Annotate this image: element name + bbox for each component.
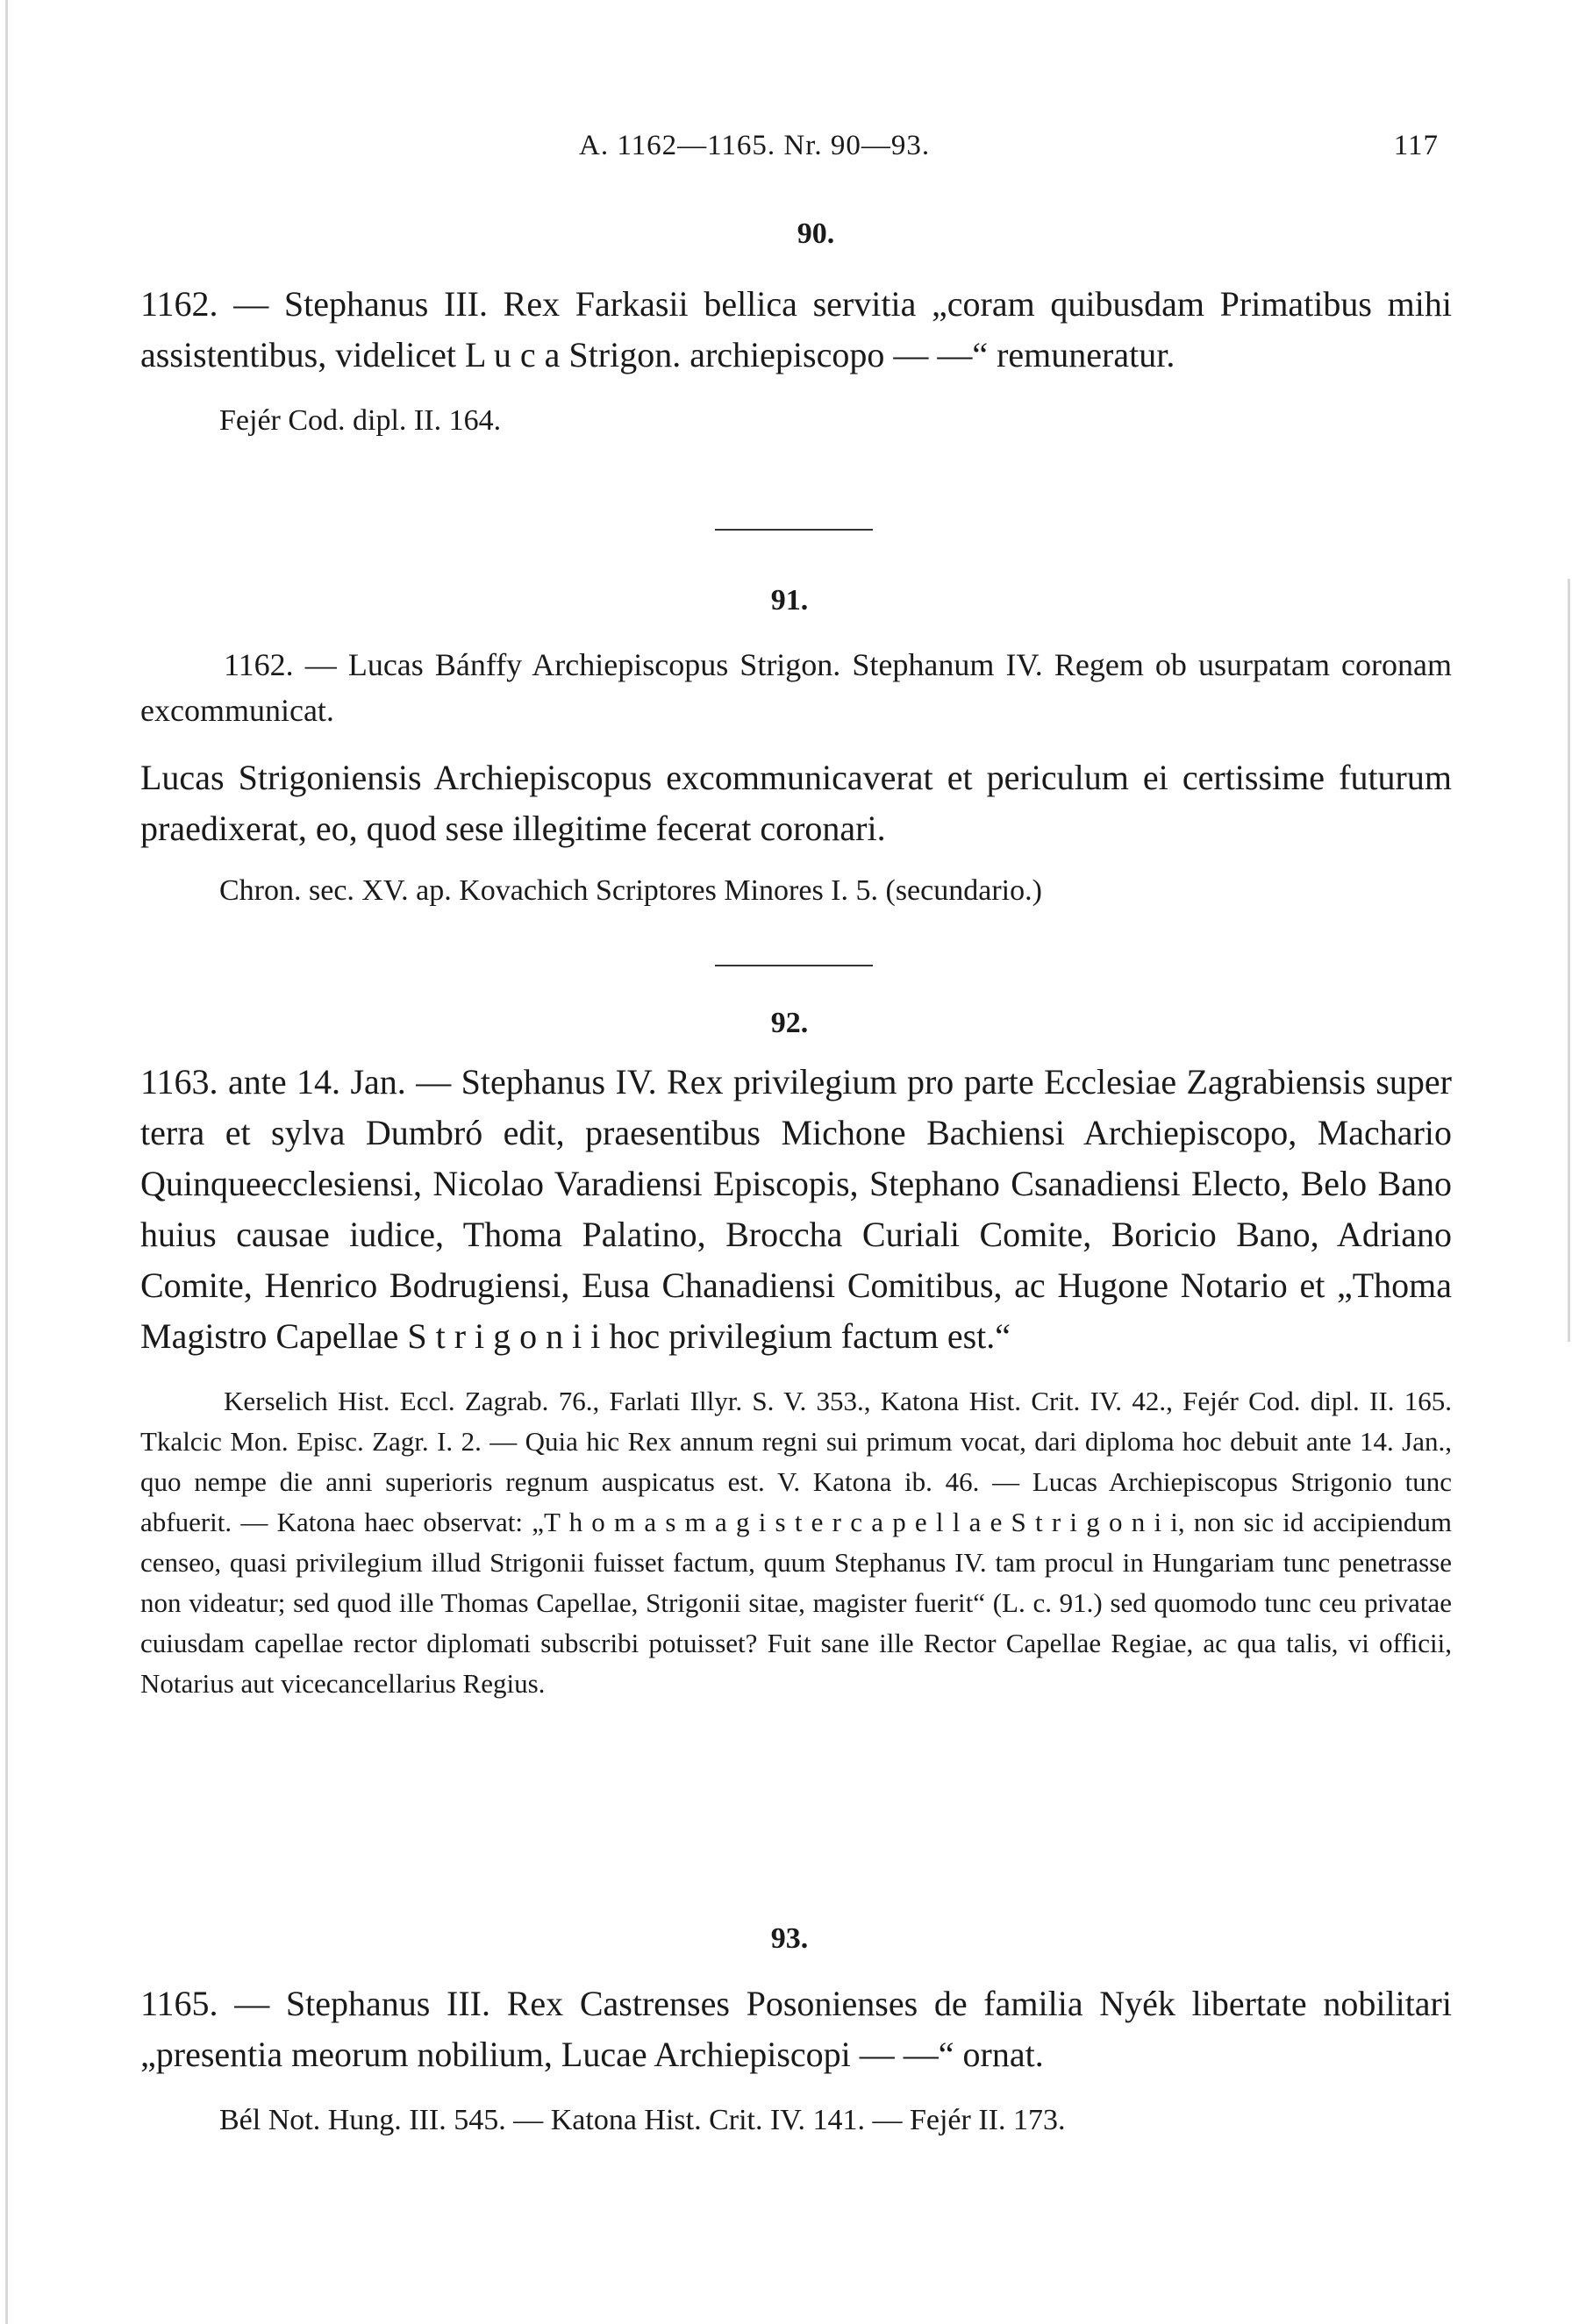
entry-91-body: Lucas Strigoniensis Archiepiscopus excommunicaverat et periculum ei certissime futurum praedixerat, eo, quod sese illegitime fecerat coronari. — [140, 758, 1452, 848]
page-header — [211, 130, 1439, 174]
entry-number-93: 93. — [770, 1922, 809, 1955]
entry-92-text: 1163. ante 14. Jan. — Stephanus IV. Rex privilegium pro parte Ecclesiae Zagrabiensis super terra et sylva Dumbró edit, praesentibus Michone Bachiensi Archiepiscopo, Machario Quinqueecclesiensi, Nicolao Varadiensi Episcopis, Stephano Csanadiensi Electo, Belo Bano huius causae iudice, Thoma Palatino, Broccha Curiali Comite, Boricio Bano, Adriano Comite, Henrico Bodrugiensi, Eusa Chanadiensi Comitibus, ac Hugone Notario et „Thoma Magistro Capellae S t r i g o n i i hoc privilegium factum est.“ — [140, 1062, 1452, 1356]
entry-90-source: Fejér Cod. dipl. II. 164. — [219, 404, 502, 437]
entry-90-text: 1162. — Stephanus III. Rex Farkasii bellica servitia „coram quibusdam Primatibus mihi assistentibus, videlicet L u c a Strigon. archiepiscopo — —“ remuneratur. — [140, 284, 1452, 374]
entry-93-source: Bél Not. Hung. III. 545. — Katona Hist. Crit. IV. 141. — Fejér II. 173. — [219, 2104, 1066, 2136]
page-number: 117 — [1393, 130, 1439, 161]
entry-91-text: 1162. — Lucas Bánffy Archiepiscopus Strigon. Stephanum IV. Regem ob usurpatam coronam excommunicat. — [140, 647, 1452, 728]
entry-91 — [140, 642, 1452, 912]
entry-92-source: Kerselich Hist. Eccl. Zagrab. 76., Farlati Illyr. S. V. 353., Katona Hist. Crit. IV. 42., Fejér Cod. dipl. II. 165. Tkalcic Mon. Episc. Zagr. I. 2. — Quia hic Rex annum regni sui primum vocat, dari diploma hoc debuit ante 14. Jan., quo nempe die anni superioris regnum auspicatus est. V. Katona ib. 46. — Lucas Archiepiscopus Strigonio tunc abfuerit. — Katona haec observat: „T h o m a s m a g i s t e r c a p e l l a e S t r i g o n i i, non sic id accipiendum censeo, quasi privilegium illud Strigonii fuisset factum, quum Stephanus IV. tam procul in Hungariam tunc penetrasse non videatur; sed quod ille Thomas Capellae, Strigonii sitae, magister fuerit“ (L. c. 91.) sed quomodo tunc ceu privatae cuiusdam capellae rector diplomati subscribi potuisset? Fuit sane ille Rector Capellae Regiae, ac qua talis, vi officii, Notarius aut vicecancellarius Regius. — [140, 1386, 1452, 1699]
entry-93-text: 1165. — Stephanus III. Rex Castrenses Posonienses de familia Nyék libertate nobilitari „presentia meorum nobilium, Lucae Archiepiscopi — —“ ornat. — [140, 1984, 1452, 2074]
entry-90 — [140, 279, 1452, 442]
running-title: A. 1162—1165. Nr. 90—93. — [579, 130, 931, 161]
scan-edge-right — [1568, 579, 1570, 1342]
separator-rule — [715, 529, 873, 531]
entry-92 — [140, 1057, 1452, 1704]
entry-number-92: 92. — [770, 1007, 809, 1039]
entry-93 — [140, 1978, 1452, 2142]
entry-91-source: Chron. sec. XV. ap. Kovachich Scriptores Minores I. 5. (secundario.) — [219, 874, 1042, 907]
scan-edge-left — [5, 0, 8, 2324]
entry-number-90: 90. — [797, 217, 835, 250]
separator-rule — [715, 965, 873, 966]
entry-number-91: 91. — [770, 584, 809, 617]
